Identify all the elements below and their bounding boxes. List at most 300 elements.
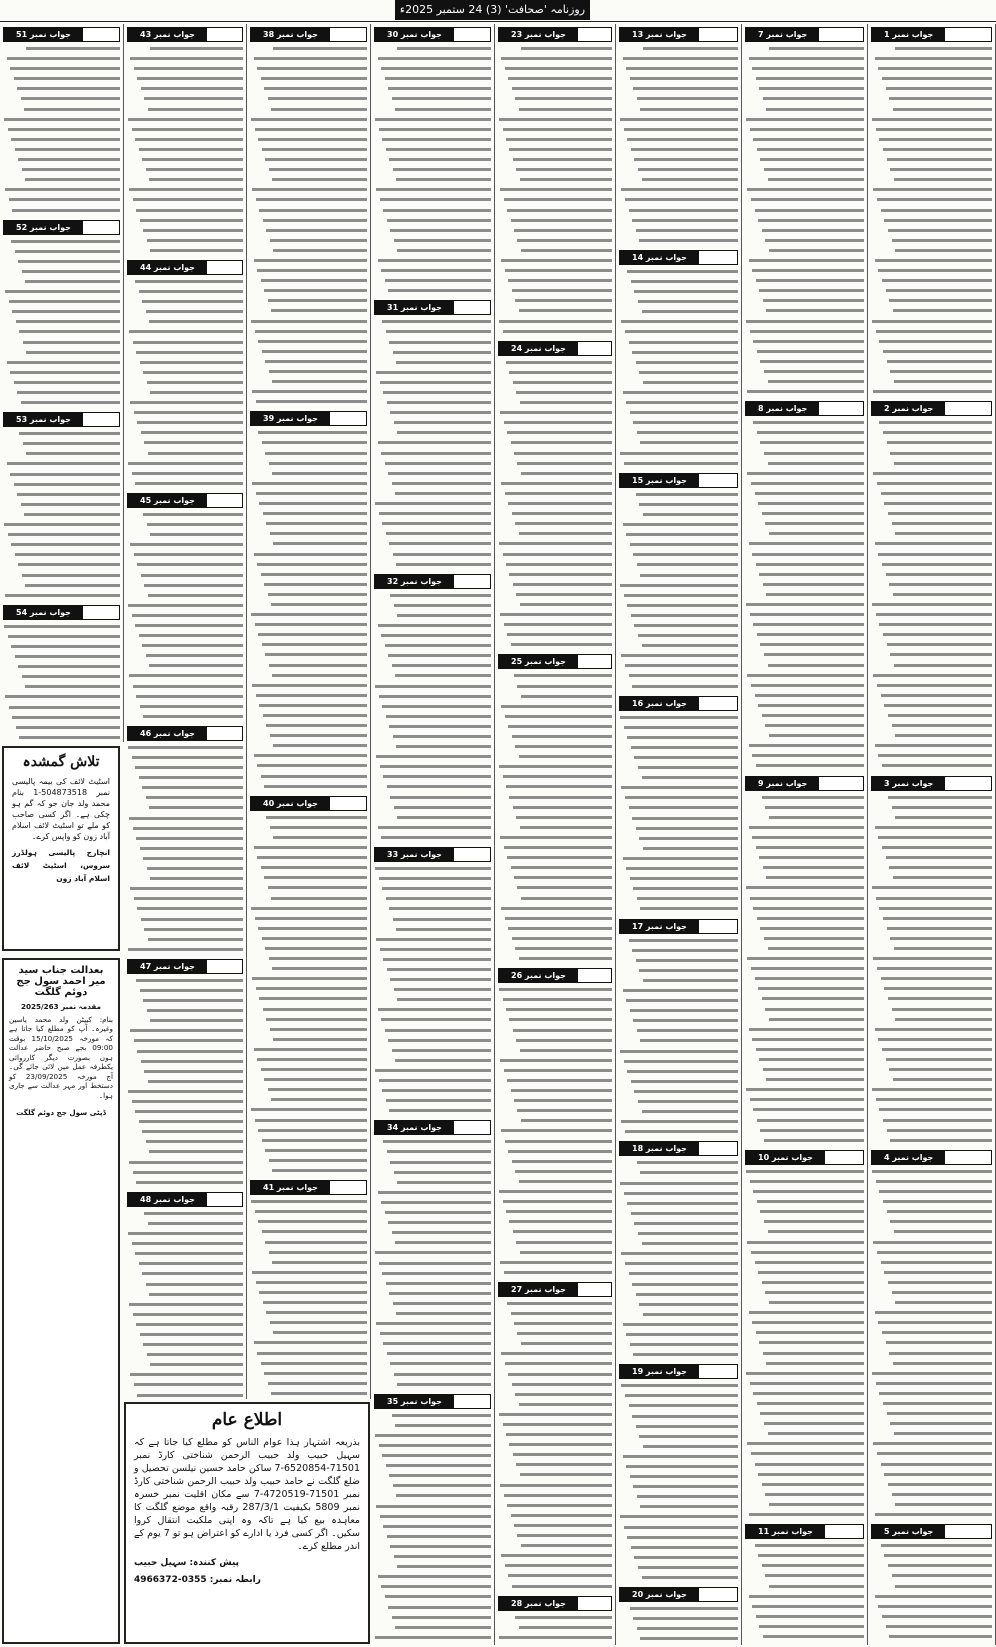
text-line — [259, 704, 367, 707]
text-line — [266, 816, 367, 819]
text-line — [631, 614, 738, 617]
text-line — [746, 886, 864, 889]
text-line — [8, 128, 120, 131]
court-notice-case-no: مقدمہ نمبر 2025/263 — [20, 1002, 101, 1011]
text-line — [873, 1442, 992, 1445]
text-line — [255, 1119, 367, 1122]
text-line — [500, 836, 612, 839]
text-line — [26, 351, 120, 354]
text-line — [626, 401, 738, 404]
text-line — [21, 503, 120, 506]
text-line — [629, 341, 738, 344]
text-line — [521, 472, 612, 475]
text-line — [768, 1230, 864, 1233]
text-line — [747, 188, 864, 191]
text-line — [632, 1283, 738, 1286]
text-line — [392, 664, 491, 667]
court-notice — [2, 958, 120, 1644]
text-line — [625, 1130, 738, 1133]
text-line — [133, 198, 243, 201]
text-line — [757, 1200, 864, 1203]
text-line — [17, 87, 120, 90]
text-line — [882, 1331, 992, 1334]
text-line — [143, 999, 243, 1002]
text-line — [747, 472, 864, 475]
text-line — [18, 563, 120, 566]
text-line — [146, 654, 243, 657]
section-text-block — [871, 1542, 992, 1645]
text-line — [392, 482, 491, 485]
text-line — [883, 431, 992, 434]
text-line — [746, 320, 864, 323]
text-line — [259, 997, 367, 1000]
text-line — [504, 1271, 612, 1274]
text-line — [135, 138, 243, 141]
text-line — [765, 806, 864, 809]
text-line — [4, 523, 120, 526]
text-line — [895, 734, 992, 737]
text-line — [629, 1272, 738, 1275]
text-line — [515, 97, 612, 100]
text-line — [520, 1473, 612, 1476]
text-line — [389, 725, 491, 728]
text-line — [386, 1464, 491, 1467]
text-line — [147, 523, 243, 526]
section-heading-label: جواب نمبر 5 — [872, 1525, 945, 1538]
text-line — [893, 1078, 992, 1081]
text-line — [150, 391, 243, 394]
text-line — [881, 977, 992, 980]
text-line — [637, 563, 738, 566]
text-line — [23, 341, 120, 344]
text-line — [149, 1150, 243, 1153]
text-line — [757, 633, 864, 636]
text-line — [892, 1574, 992, 1577]
section-heading — [619, 919, 738, 934]
text-line — [621, 1384, 738, 1387]
text-line — [142, 158, 243, 161]
text-line — [762, 1564, 864, 1567]
section-text-block — [374, 1412, 491, 1645]
section-text-block — [250, 429, 367, 792]
text-line — [22, 574, 120, 577]
text-line — [758, 219, 864, 222]
text-line — [515, 522, 612, 525]
text-line — [392, 1616, 491, 1619]
text-line — [142, 1272, 243, 1275]
text-line — [627, 736, 738, 739]
text-line — [252, 977, 367, 980]
text-line — [877, 1452, 992, 1455]
section-heading — [498, 968, 612, 983]
text-line — [889, 1635, 992, 1638]
text-line — [379, 877, 491, 880]
text-line — [388, 87, 491, 90]
text-line — [521, 1544, 612, 1547]
text-line — [638, 1232, 738, 1235]
text-line — [150, 877, 243, 880]
text-line — [637, 1029, 738, 1032]
text-line — [878, 1605, 992, 1608]
text-line — [623, 857, 738, 860]
text-line — [269, 462, 367, 465]
text-line — [261, 775, 367, 778]
text-line — [626, 999, 738, 1002]
text-line — [875, 826, 992, 829]
text-line — [265, 158, 367, 161]
text-line — [623, 57, 738, 60]
section-text-block — [619, 714, 738, 916]
text-line — [390, 1362, 491, 1365]
text-line — [642, 1110, 738, 1113]
text-line — [882, 846, 992, 849]
text-line — [395, 108, 491, 111]
text-line — [385, 1211, 491, 1214]
text-line — [521, 47, 612, 50]
text-line — [765, 239, 864, 242]
text-line — [499, 1190, 612, 1193]
section-heading — [745, 27, 864, 42]
text-line — [875, 1311, 992, 1314]
text-line — [884, 1473, 992, 1476]
text-line — [507, 431, 612, 434]
text-line — [129, 188, 243, 191]
text-line — [521, 695, 612, 698]
text-line — [620, 118, 738, 121]
text-line — [262, 148, 367, 151]
text-line — [515, 1616, 612, 1619]
section-heading — [871, 1524, 992, 1539]
text-line — [638, 168, 738, 171]
lost-notice-body: اسٹیٹ لائف کی بیمہ پالیسی نمبر 504873518-1 بنام محمد ولد جان جو کہ گم ہو چکی ہے۔ اگر کسی صاحب کو ملے تو اسٹیٹ لائف اسلام آباد زون کو واپس کرے۔ — [12, 777, 110, 841]
text-line — [769, 734, 864, 737]
text-line — [749, 826, 864, 829]
text-line — [383, 1342, 491, 1345]
text-line — [876, 897, 992, 900]
text-line — [394, 1171, 491, 1174]
text-line — [881, 209, 992, 212]
text-line — [747, 1241, 864, 1244]
text-line — [261, 1068, 367, 1071]
text-line — [504, 421, 612, 424]
text-line — [509, 371, 612, 374]
text-line — [146, 310, 243, 313]
text-line — [385, 1595, 491, 1598]
text-line — [271, 1098, 367, 1101]
text-line — [143, 371, 243, 374]
text-line — [388, 654, 491, 657]
text-line — [633, 421, 738, 424]
text-line — [148, 938, 243, 941]
text-line — [514, 229, 612, 232]
text-line — [640, 574, 738, 577]
text-line — [268, 1088, 367, 1091]
text-line — [269, 370, 367, 373]
text-line — [135, 1252, 243, 1255]
text-line — [629, 209, 738, 212]
text-line — [766, 1362, 864, 1365]
text-line — [499, 1413, 612, 1416]
text-line — [503, 998, 612, 1001]
text-line — [747, 390, 864, 393]
text-line — [396, 361, 491, 364]
text-line — [389, 158, 491, 161]
text-line — [381, 1201, 491, 1204]
text-line — [642, 776, 738, 779]
text-line — [505, 67, 612, 70]
text-line — [640, 1039, 738, 1042]
text-line — [513, 158, 612, 161]
text-line — [390, 1545, 491, 1548]
text-line — [499, 542, 612, 545]
section-text-block — [745, 794, 864, 1147]
text-line — [12, 209, 120, 212]
section-text-block — [374, 318, 491, 570]
text-line — [15, 250, 120, 253]
text-line — [376, 938, 491, 941]
text-line — [890, 937, 992, 940]
text-line — [631, 746, 738, 749]
text-line — [623, 523, 738, 526]
text-line — [895, 47, 992, 50]
section-heading — [3, 27, 120, 42]
text-line — [623, 1455, 738, 1458]
section-heading — [871, 776, 992, 791]
text-line — [757, 1402, 864, 1405]
text-line — [133, 1313, 243, 1316]
text-line — [5, 594, 120, 597]
section-text-block — [871, 794, 992, 1147]
text-line — [10, 473, 120, 476]
text-line — [251, 118, 367, 121]
text-line — [642, 1576, 738, 1579]
text-line — [520, 401, 612, 404]
text-line — [128, 746, 243, 749]
text-line — [763, 97, 864, 100]
text-line — [18, 665, 120, 668]
text-line — [262, 937, 367, 940]
section-heading — [745, 776, 864, 791]
text-line — [136, 837, 243, 840]
text-line — [507, 1079, 612, 1082]
text-line — [261, 279, 367, 282]
text-line — [141, 574, 243, 577]
section-text-block — [127, 45, 243, 257]
text-line — [750, 613, 864, 616]
text-line — [640, 441, 738, 444]
text-line — [881, 1261, 992, 1264]
text-line — [747, 1442, 864, 1445]
section-heading — [619, 696, 738, 711]
text-line — [24, 108, 120, 111]
text-line — [254, 1341, 367, 1344]
section-heading — [374, 300, 491, 315]
text-line — [879, 1108, 992, 1111]
text-line — [258, 633, 367, 636]
text-line — [512, 289, 612, 292]
section-text-block — [127, 744, 243, 956]
text-line — [269, 1251, 367, 1254]
text-line — [271, 108, 367, 111]
masthead-rule — [0, 21, 996, 22]
text-line — [766, 1078, 864, 1081]
text-line — [11, 240, 120, 243]
text-line — [7, 462, 120, 465]
text-line — [380, 198, 491, 201]
court-notice-body: بنام: کیپٹن ولد محمد یاسین وغیرہ۔ آپ کو مطلع کیا جاتا ہے کہ مورخہ 15/10/2025 بوقت 09:00 بجے صبح حاضر عدالت ہوں بصورت دیگر کارروائی یکطرفہ عمل میں لائی جائے گی۔ آج مورخہ 23/09/2025 کو دستخط اور مہر عدالت سے جاری ہوا۔ — [9, 1014, 113, 1100]
text-line — [894, 462, 992, 465]
lost-notice-title: تلاش گمشدہ — [22, 754, 100, 770]
section-text-block — [619, 45, 738, 247]
text-line — [875, 1595, 992, 1598]
text-line — [272, 1169, 367, 1172]
text-line — [146, 796, 243, 799]
text-line — [875, 57, 992, 60]
text-line — [877, 198, 992, 201]
section-heading-label: جواب نمبر 35 — [375, 1395, 454, 1408]
text-line — [132, 128, 243, 131]
text-line — [637, 97, 738, 100]
text-line — [256, 492, 367, 495]
text-line — [273, 542, 367, 545]
text-line — [515, 1170, 612, 1173]
text-line — [21, 97, 120, 100]
text-line — [505, 715, 612, 718]
text-line — [8, 533, 120, 536]
text-line — [872, 1372, 992, 1375]
text-line — [884, 1554, 992, 1557]
text-line — [762, 714, 864, 717]
section-heading — [3, 412, 120, 427]
text-line — [137, 1394, 243, 1397]
text-line — [886, 1625, 992, 1628]
text-line — [376, 755, 491, 758]
section-heading-label: جواب نمبر 41 — [251, 1181, 330, 1194]
text-line — [621, 188, 738, 191]
text-line — [382, 705, 491, 708]
text-line — [140, 989, 243, 992]
text-line — [890, 653, 992, 656]
section-text-block — [250, 814, 367, 1177]
text-line — [519, 755, 612, 758]
text-line — [255, 330, 367, 333]
text-line — [133, 1171, 243, 1174]
text-line — [879, 1190, 992, 1193]
text-line — [627, 1202, 738, 1205]
section-heading — [619, 250, 738, 265]
text-line — [257, 764, 367, 767]
text-line — [631, 280, 738, 283]
section-heading-label: جواب نمبر 19 — [620, 1365, 699, 1378]
text-line — [639, 969, 738, 972]
text-line — [22, 270, 120, 273]
section-heading — [250, 27, 367, 42]
text-line — [642, 178, 738, 181]
section-text-block — [619, 1382, 738, 1584]
text-line — [507, 1504, 612, 1507]
text-line — [894, 380, 992, 383]
text-line — [883, 148, 992, 151]
section-heading-label: جواب نمبر 51 — [4, 28, 83, 41]
text-line — [390, 978, 491, 981]
section-text-block — [127, 511, 243, 723]
text-line — [380, 765, 491, 768]
text-line — [757, 1119, 864, 1122]
text-line — [382, 887, 491, 890]
text-line — [512, 735, 612, 738]
text-line — [513, 1230, 612, 1233]
text-line — [135, 482, 243, 485]
text-line — [752, 1321, 864, 1324]
section-heading-label: جواب نمبر 14 — [620, 251, 699, 264]
text-line — [621, 320, 738, 323]
text-line — [511, 1514, 612, 1517]
section-heading — [127, 493, 243, 508]
text-line — [764, 1139, 864, 1142]
text-line — [879, 623, 992, 626]
text-line — [387, 1352, 491, 1355]
text-line — [511, 643, 612, 646]
text-line — [509, 148, 612, 151]
text-line — [755, 1544, 864, 1547]
text-line — [876, 1180, 992, 1183]
text-line — [378, 1575, 491, 1578]
text-line — [746, 118, 864, 121]
text-line — [132, 1242, 243, 1245]
text-line — [627, 1070, 738, 1073]
text-line — [389, 542, 491, 545]
section-heading — [250, 411, 367, 426]
text-line — [261, 866, 367, 869]
text-line — [758, 987, 864, 990]
text-line — [141, 918, 243, 921]
text-line — [375, 1069, 491, 1072]
text-line — [385, 462, 491, 465]
text-line — [873, 472, 992, 475]
text-line — [768, 380, 864, 383]
section-heading — [3, 220, 120, 235]
text-line — [273, 47, 367, 50]
section-text-block — [498, 986, 612, 1279]
text-line — [625, 664, 738, 667]
text-line — [375, 502, 491, 505]
text-line — [265, 653, 367, 656]
text-line — [504, 1494, 612, 1497]
text-line — [624, 1526, 738, 1529]
text-line — [513, 1453, 612, 1456]
text-line — [273, 1331, 367, 1334]
text-line — [506, 1433, 612, 1436]
text-line — [749, 57, 864, 60]
text-line — [376, 1322, 491, 1325]
text-line — [747, 957, 864, 960]
text-line — [882, 1615, 992, 1618]
text-line — [758, 704, 864, 707]
text-line — [643, 381, 738, 384]
text-line — [508, 725, 612, 728]
section-heading — [374, 1394, 491, 1409]
text-line — [137, 77, 243, 80]
column-3 — [616, 24, 742, 1645]
text-line — [512, 1585, 612, 1588]
section-heading-label: جواب نمبر 17 — [620, 920, 699, 933]
section-text-block — [498, 359, 612, 652]
text-line — [632, 351, 738, 354]
text-line — [751, 482, 864, 485]
text-line — [135, 1110, 243, 1113]
text-line — [760, 1210, 864, 1213]
text-line — [749, 542, 864, 545]
